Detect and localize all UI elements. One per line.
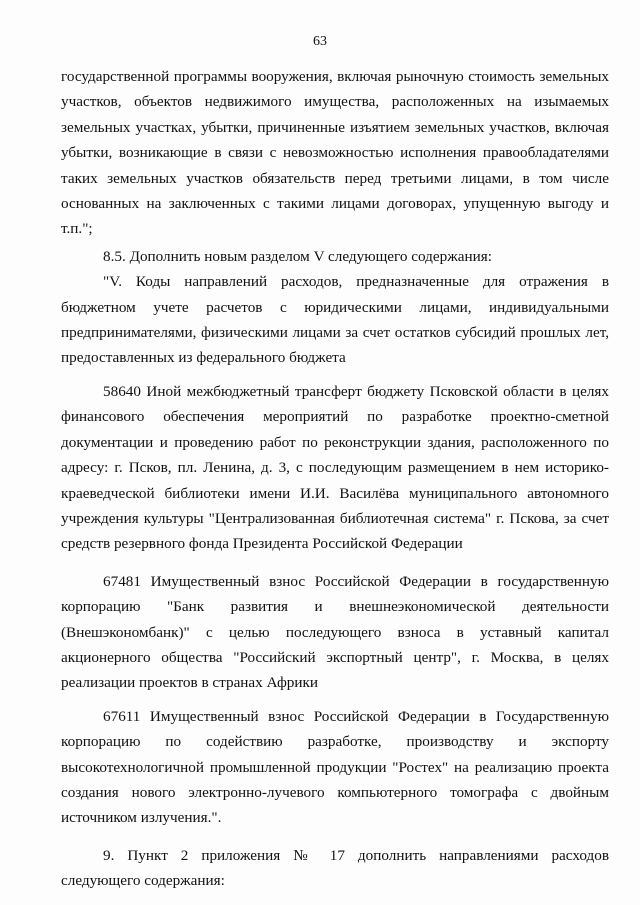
- paragraph-item-9: 9. Пункт 2 приложения № 17 дополнить направлениями расходов следующего содержания:: [61, 846, 609, 890]
- paragraph-code-67611: 67611 Имущественный взнос Российской Федерации в Государственную корпорацию по содействию разработке, производству и экспорту высокотехнологичной промышленной продукции "Ростех" на реализацию проекта создания нового электронно-лучевого компьютерного томографа с двойным источником излучения.".: [61, 707, 609, 827]
- page-number: 63: [313, 34, 327, 49]
- paragraph-code-58640: 58640 Иной межбюджетный трансферт бюджету Псковской области в целях финансового обеспечения мероприятий по разработке проектно-сметной документации и проведению работ по реконструкции здания, расположенного по адресу: г. Псков, пл. Ленина, д. 3, с последующим размещением в нем историко-краеведческой библиотеки имени И.И. Василёва муниципального автономного учреждения культуры "Централизованная библиотечная система" г. Пскова, за счет средств резервного фонда Президента Российской Федерации: [61, 382, 609, 553]
- paragraph-section-v-title: "V. Коды направлений расходов, предназначенные для отражения в бюджетном учете расчетов с юридическими лицами, индивидуальными предпринимателями, физическими лицами за счет остатков субсидий прошлых лет, предоставленных из федерального бюджета: [61, 273, 609, 367]
- paragraph-continuation: государственной программы вооружения, включая рыночную стоимость земельных участков, объектов недвижимого имущества, расположенных на изымаемых земельных участках, убытки, причиненные изъятием земельных участков, включая убытки, возникающие в связи с невозможностью исполнения правообладателями таких земельных участков обязательств перед третьими лицами, в том числе основанных на заключенных с такими лицами договорах, упущенную выгоду и т.п.";: [61, 68, 609, 238]
- paragraph-8-5: 8.5. Дополнить новым разделом V следующего содержания:: [103, 247, 492, 265]
- document-body: [61, 64, 609, 894]
- paragraph-code-67481: 67481 Имущественный взнос Российской Федерации в государственную корпорацию "Банк развития и внешнеэкономической деятельности (Внешэкономбанк)" с целью последующего взноса в уставный капитал акционерного общества "Российский экспортный центр", г. Москва, в целях реализации проектов в странах Африки: [61, 572, 609, 692]
